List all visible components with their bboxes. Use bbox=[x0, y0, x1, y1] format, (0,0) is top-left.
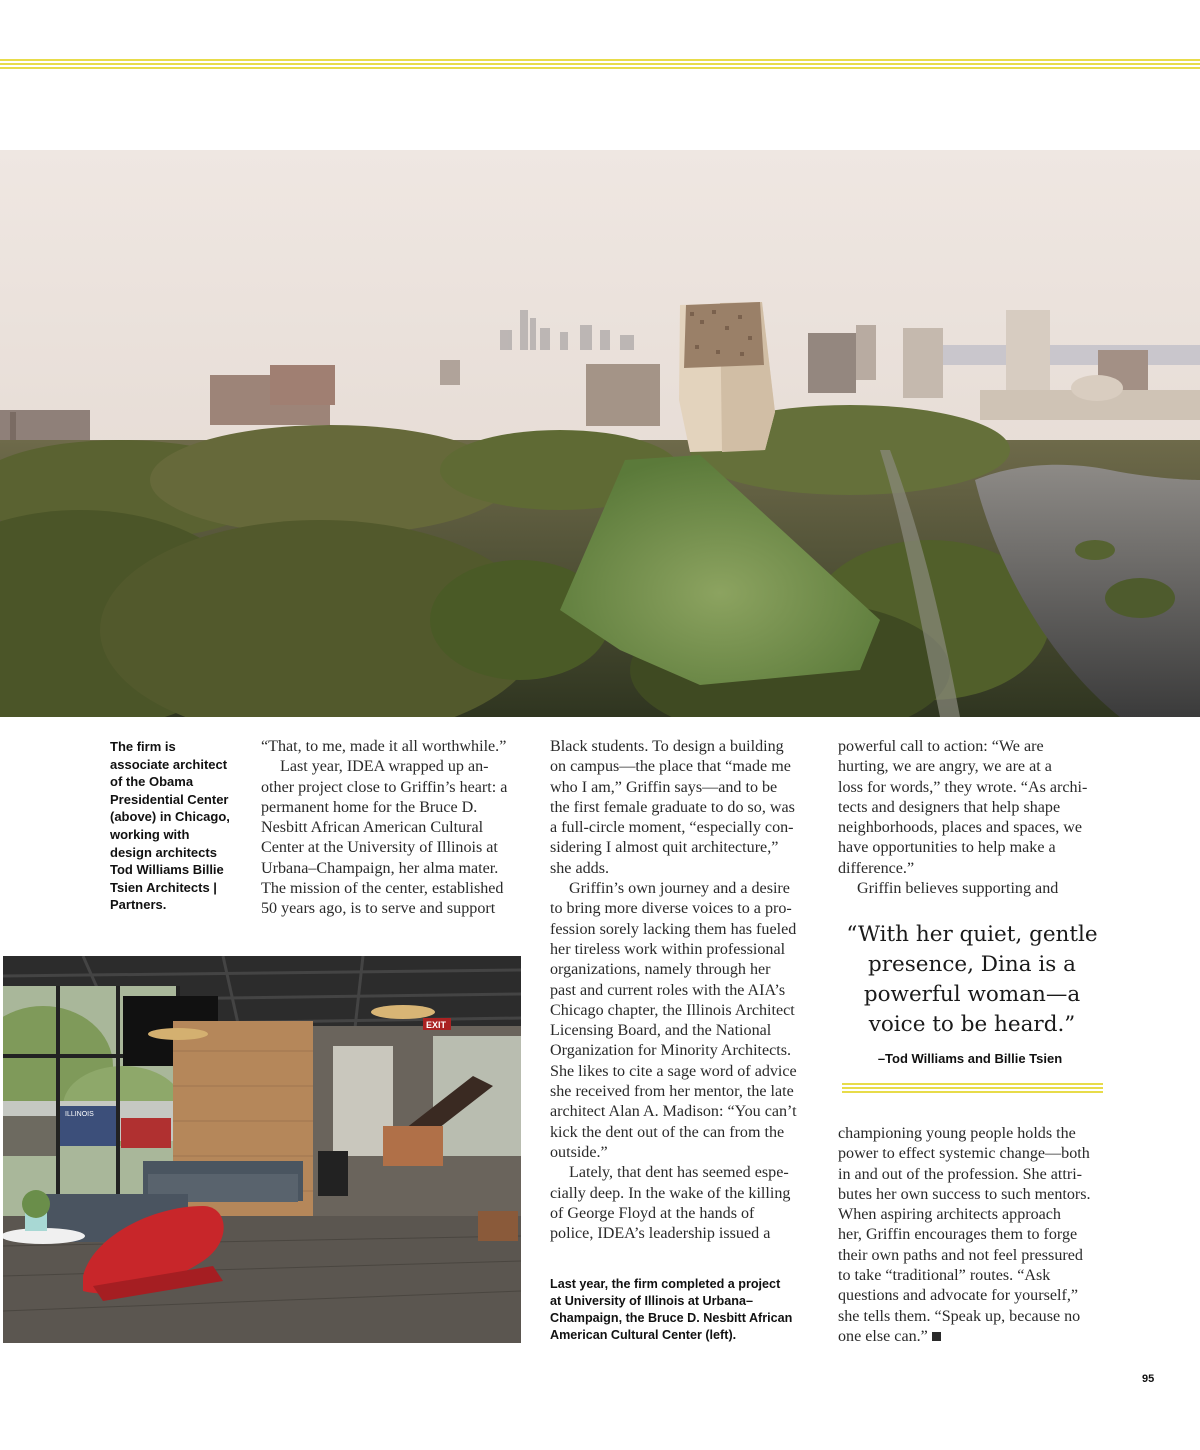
exit-sign-text: EXIT bbox=[426, 1020, 447, 1030]
body-line: who I am,” Griffin says—and to be bbox=[550, 778, 778, 796]
body-line: power to effect systemic change—both bbox=[838, 1145, 1090, 1163]
body-line: championing young people holds the bbox=[838, 1125, 1076, 1142]
caption-line: Champaign, the Bruce D. Nesbitt African bbox=[550, 1311, 793, 1325]
caption-line: Last year, the firm completed a project bbox=[550, 1277, 781, 1291]
body-column-4-bottom bbox=[838, 1124, 1091, 1347]
caption-line: American Cultural Center (left). bbox=[550, 1328, 737, 1342]
body-line: Center at the University of Illinois at bbox=[261, 839, 498, 857]
body-line: Urbana–Champaign, her alma mater. bbox=[261, 859, 499, 877]
body-line: When aspiring architects approach bbox=[838, 1206, 1061, 1224]
body-line: tects and designers that help shape bbox=[838, 798, 1061, 816]
body-line: Nesbitt African American Cultural bbox=[261, 819, 484, 837]
body-line: a full-circle moment, “especially con- bbox=[550, 819, 794, 837]
body-line: butes her own success to such mentors. bbox=[838, 1185, 1091, 1203]
body-line: one else can.” bbox=[838, 1327, 928, 1345]
body-line: outside.” bbox=[550, 1143, 608, 1161]
caption-line: associate architect bbox=[110, 756, 228, 772]
body-line: kick the dent out of the can from the bbox=[550, 1123, 785, 1141]
caption-line: Tod Williams Billie bbox=[110, 862, 224, 878]
illinois-sign-text: ILLINOIS bbox=[65, 1111, 94, 1118]
body-line: their own paths and not feel pressured bbox=[838, 1246, 1083, 1264]
header-stripe bbox=[0, 59, 1200, 61]
body-line: fession sorely lacking them has fueled bbox=[550, 920, 797, 938]
body-line: to take “traditional” routes. “Ask bbox=[838, 1267, 1051, 1285]
pull-quote-attribution: –Tod Williams and Billie Tsien bbox=[877, 1051, 1063, 1066]
caption-line: working with bbox=[110, 826, 190, 842]
header-stripe bbox=[0, 63, 1200, 65]
body-line: her, Griffin encourages them to forge bbox=[838, 1226, 1078, 1244]
body-line: Licensing Board, and the National bbox=[550, 1022, 772, 1040]
header-stripe bbox=[0, 67, 1200, 69]
end-mark-icon bbox=[932, 1332, 941, 1341]
body-line: questions and advocate for yourself,” bbox=[838, 1287, 1078, 1305]
caption-line: The firm is bbox=[110, 739, 176, 754]
caption-line: Presidential Center bbox=[110, 791, 229, 807]
interior-photo bbox=[3, 956, 521, 1343]
body-line: Last year, IDEA wrapped up an- bbox=[280, 758, 489, 776]
body-line: Lately, that dent has seemed espe- bbox=[569, 1164, 789, 1182]
body-column-2 bbox=[261, 737, 507, 920]
body-line: hurting, we are angry, we are at a bbox=[838, 758, 1052, 776]
pull-quote-line: powerful woman—a bbox=[863, 982, 1081, 1007]
caption-line: Tsien Architects | bbox=[110, 879, 217, 895]
caption-line: design architects bbox=[110, 844, 217, 860]
body-line: powerful call to action: “We are bbox=[838, 738, 1044, 755]
pull-quote-stripe bbox=[842, 1087, 1103, 1089]
body-line: Griffin believes supporting and bbox=[857, 880, 1059, 898]
interior-photo-caption bbox=[550, 1276, 820, 1344]
body-line: 50 years ago, is to serve and support bbox=[261, 900, 496, 918]
body-line: cially deep. In the wake of the killing bbox=[550, 1184, 791, 1202]
body-line: permanent home for the Bruce D. bbox=[261, 798, 478, 816]
body-line: sidering I almost quit architecture,” bbox=[550, 839, 779, 857]
body-line: difference.” bbox=[838, 859, 915, 877]
body-line-last bbox=[838, 1327, 1091, 1347]
body-line: She likes to cite a sage word of advice bbox=[550, 1062, 797, 1080]
caption-line: of the Obama bbox=[110, 774, 194, 790]
body-line: architect Alan A. Madison: “You can’t bbox=[550, 1103, 797, 1121]
body-line: have opportunities to help make a bbox=[838, 839, 1056, 857]
body-line: past and current roles with the AIA’s bbox=[550, 981, 786, 999]
pull-quote-line: presence, Dina is a bbox=[868, 952, 1076, 977]
body-line: Organization for Minority Architects. bbox=[550, 1042, 792, 1060]
body-line: “That, to me, made it all worthwhile.” bbox=[261, 738, 507, 755]
caption-line: at University of Illinois at Urbana– bbox=[550, 1294, 753, 1308]
body-line: loss for words,” they wrote. “As archi- bbox=[838, 778, 1088, 796]
body-line: other project close to Griffin’s heart: a bbox=[261, 778, 508, 796]
body-column-4-top bbox=[838, 737, 1087, 899]
body-line: she tells them. “Speak up, because no bbox=[838, 1307, 1081, 1325]
body-line: the first female graduate to do so, was bbox=[550, 798, 795, 816]
body-line: organizations, namely through her bbox=[550, 961, 771, 979]
body-line: on campus—the place that “made me bbox=[550, 758, 791, 776]
pull-quote-line: voice to be heard.” bbox=[868, 1012, 1076, 1037]
pull-quote-stripe bbox=[842, 1083, 1103, 1085]
body-line: she adds. bbox=[550, 859, 609, 877]
page-number: 95 bbox=[1142, 1373, 1155, 1385]
body-line: of George Floyd at the hands of bbox=[550, 1204, 755, 1222]
body-column-3 bbox=[550, 737, 797, 1244]
body-line: in and out of the profession. She attri- bbox=[838, 1165, 1083, 1183]
pull-quote-stripe bbox=[842, 1091, 1103, 1093]
body-line: to bring more diverse voices to a pro- bbox=[550, 900, 792, 918]
body-line: Chicago chapter, the Illinois Architect bbox=[550, 1001, 795, 1019]
body-line: neighborhoods, places and spaces, we bbox=[838, 819, 1083, 837]
body-line: The mission of the center, established bbox=[261, 880, 504, 898]
hero-photo-caption bbox=[110, 738, 240, 914]
body-line: Griffin’s own journey and a desire bbox=[569, 880, 790, 898]
body-line: she received from her mentor, the late bbox=[550, 1083, 794, 1101]
body-line: Black students. To design a building bbox=[550, 738, 784, 755]
pull-quote-line: “With her quiet, gentle bbox=[846, 922, 1098, 947]
pull-quote bbox=[838, 920, 1106, 1040]
body-line: police, IDEA’s leadership issued a bbox=[550, 1225, 771, 1243]
body-line: her tireless work within professional bbox=[550, 940, 786, 958]
caption-line: (above) in Chicago, bbox=[110, 809, 230, 825]
hero-photo bbox=[0, 150, 1200, 717]
caption-line: Partners. bbox=[110, 897, 167, 913]
